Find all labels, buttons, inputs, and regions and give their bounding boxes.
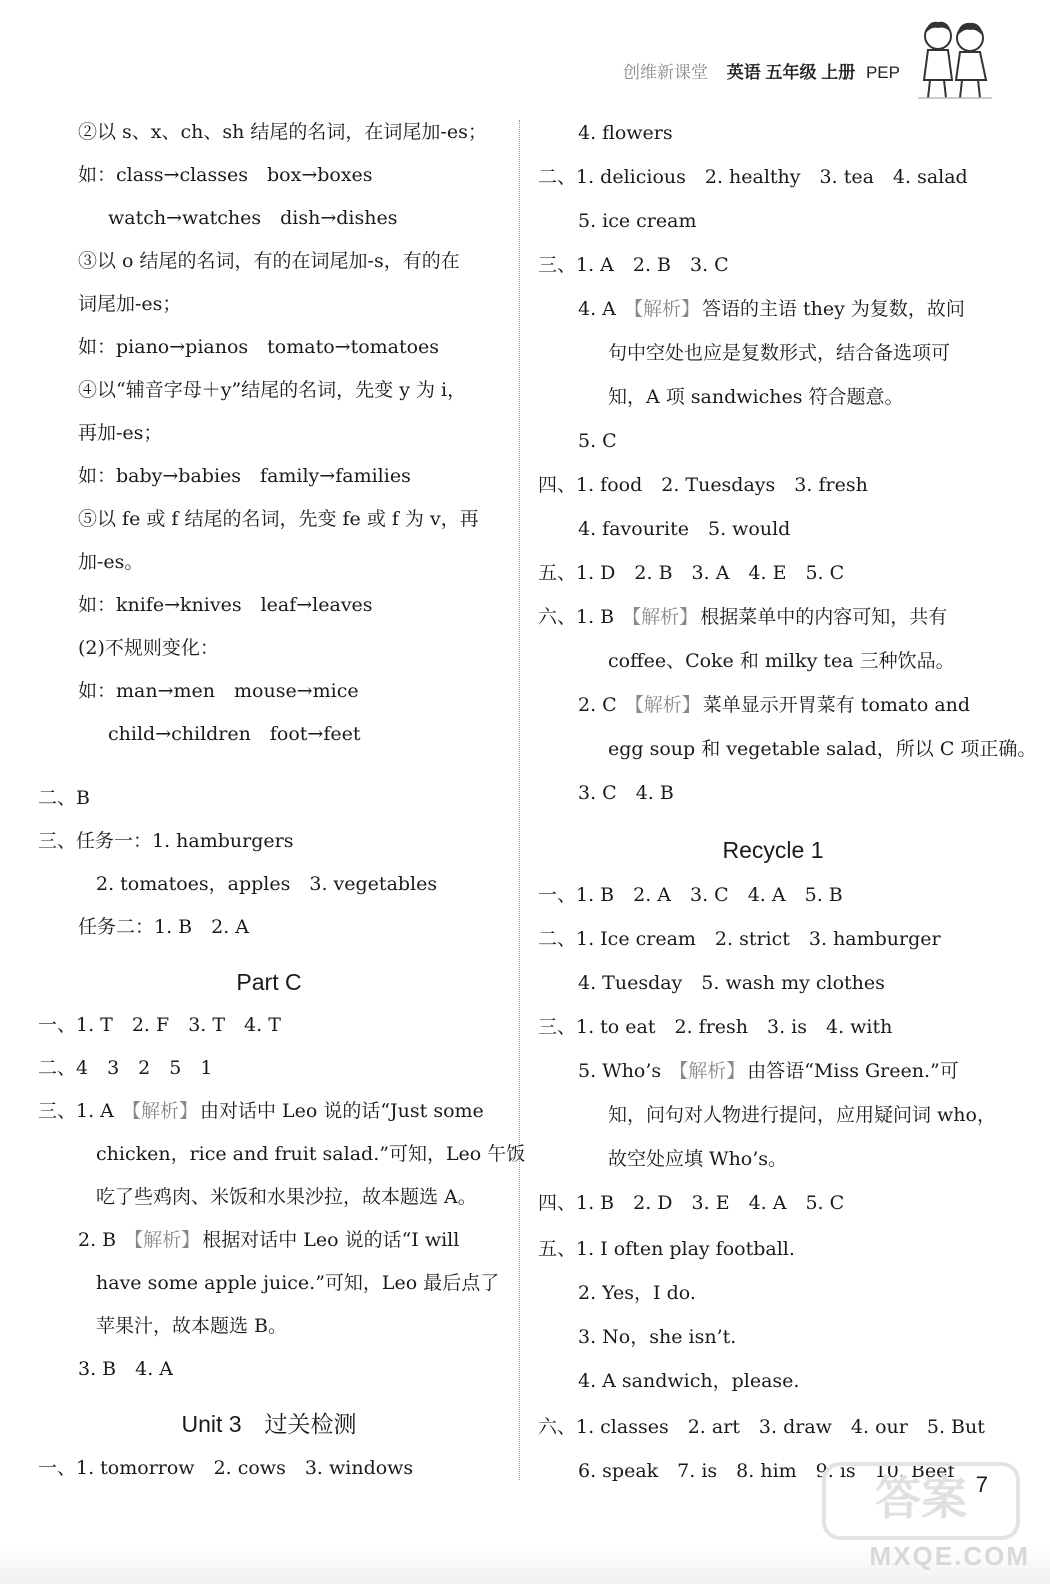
answer-text: 5. ice cream bbox=[578, 210, 697, 232]
answer-line bbox=[96, 1311, 287, 1341]
answer-line bbox=[78, 332, 439, 362]
answer-line bbox=[578, 968, 885, 998]
answer-line bbox=[578, 1056, 959, 1086]
explanation-tag: 【解析】 bbox=[623, 298, 700, 320]
answer-text: 2. C bbox=[578, 694, 623, 716]
answer-text: 4. favourite 5. would bbox=[578, 518, 791, 540]
answer-text: chicken，rice and fruit salad.”可知，Leo 午饭 bbox=[96, 1143, 526, 1165]
answer-text: 5. Who’s bbox=[578, 1060, 668, 1082]
edition: PEP bbox=[865, 63, 900, 82]
answer-text: 6. speak 7. is 8. him 9. is 10. Beef bbox=[578, 1460, 955, 1482]
answer-line bbox=[608, 338, 950, 368]
answer-line bbox=[578, 1366, 799, 1396]
answer-text: 3. No，she isn’t. bbox=[578, 1326, 737, 1348]
answer-text: 知，A 项 sandwiches 符合题意。 bbox=[608, 386, 904, 408]
answer-line bbox=[538, 1234, 795, 1264]
answer-line bbox=[608, 646, 955, 676]
answer-line bbox=[38, 826, 293, 856]
answer-line bbox=[78, 117, 487, 147]
answer-line bbox=[78, 1225, 459, 1255]
answer-text: egg soup 和 vegetable salad，所以 C 项正确。 bbox=[608, 738, 1037, 760]
answer-text: 二、4 3 2 5 1 bbox=[38, 1057, 213, 1079]
explanation-text: 答语的主语 they 为复数，故问 bbox=[701, 298, 965, 320]
answer-line bbox=[96, 869, 437, 899]
section-heading: Recycle 1 bbox=[722, 837, 824, 863]
answer-text: 4. Tuesday 5. wash my clothes bbox=[578, 972, 885, 994]
answer-text: 知，问句对人物进行提问，应用疑问词 who， bbox=[608, 1104, 996, 1126]
answer-line bbox=[538, 602, 947, 632]
answer-text: 3. C 4. B bbox=[578, 782, 674, 804]
answer-line bbox=[78, 633, 219, 663]
answer-text: 吃了些鸡肉、米饭和水果沙拉，故本题选 A。 bbox=[96, 1186, 477, 1208]
answer-text: 3. B 4. A bbox=[78, 1358, 174, 1380]
answer-text: 四、1. B 2. D 3. E 4. A 5. C bbox=[538, 1192, 845, 1214]
answer-text: 加-es。 bbox=[78, 551, 144, 573]
answer-line bbox=[578, 1278, 696, 1308]
answer-text: 一、1. tomorrow 2. cows 3. windows bbox=[38, 1457, 414, 1479]
explanation-text: 由答语“Miss Green.”可 bbox=[747, 1060, 959, 1082]
explanation-tag: 【解析】 bbox=[622, 606, 699, 628]
answer-line bbox=[578, 206, 696, 236]
answer-text: 三、1. to eat 2. fresh 3. is 4. with bbox=[538, 1016, 893, 1038]
explanation-tag: 【解析】 bbox=[124, 1229, 201, 1251]
answer-line bbox=[78, 676, 359, 706]
answer-line bbox=[78, 461, 411, 491]
answer-text: ②以 s、x、ch、sh 结尾的名词，在词尾加-es； bbox=[78, 121, 487, 143]
answer-text: coffee、Coke 和 milky tea 三种饮品。 bbox=[608, 650, 955, 672]
explanation-text: 根据对话中 Leo 说的话“I will bbox=[202, 1229, 460, 1251]
answer-text: 二、1. delicious 2. healthy 3. tea 4. salad bbox=[538, 166, 968, 188]
explanation-tag: 【解析】 bbox=[669, 1060, 746, 1082]
explanation-text: 根据菜单中的内容可知，共有 bbox=[700, 606, 948, 628]
term: 上册 bbox=[821, 63, 856, 82]
answer-line bbox=[78, 418, 162, 448]
answer-line bbox=[38, 783, 90, 813]
column-divider bbox=[519, 120, 520, 1480]
answer-line bbox=[38, 1096, 484, 1126]
answer-text: 故空处应填 Who’s。 bbox=[608, 1148, 788, 1170]
answer-line bbox=[38, 1053, 212, 1083]
answer-text: 二、1. Ice cream 2. strict 3. hamburger bbox=[538, 928, 941, 950]
answer-line bbox=[608, 1100, 996, 1130]
answer-line bbox=[78, 289, 181, 319]
answer-line bbox=[608, 734, 1036, 764]
answer-line bbox=[96, 1268, 499, 1298]
section-heading: Part C bbox=[236, 969, 302, 995]
answer-line bbox=[78, 246, 460, 276]
answer-line bbox=[538, 880, 843, 910]
answer-line bbox=[538, 1188, 844, 1218]
answer-line bbox=[78, 547, 143, 577]
answer-line bbox=[578, 778, 674, 808]
page-header bbox=[623, 58, 900, 83]
answer-line bbox=[78, 160, 373, 190]
answer-text: 三、1. A 2. B 3. C bbox=[538, 254, 729, 276]
answer-text: 一、1. B 2. A 3. C 4. A 5. B bbox=[538, 884, 843, 906]
grade: 五年级 bbox=[765, 63, 817, 82]
answer-text: 4. A bbox=[578, 298, 622, 320]
explanation-tag: 【解析】 bbox=[121, 1100, 198, 1122]
answer-line bbox=[538, 250, 729, 280]
answer-text: 苹果汁，故本题选 B。 bbox=[96, 1315, 288, 1337]
answer-line bbox=[96, 1182, 477, 1212]
answer-line bbox=[538, 924, 941, 954]
answer-text: 二、B bbox=[38, 787, 90, 809]
answer-text: 词尾加-es； bbox=[78, 293, 182, 315]
answer-line bbox=[608, 1144, 787, 1174]
answer-line bbox=[578, 1322, 736, 1352]
watermark-text: MXQE.COM bbox=[869, 1541, 1030, 1571]
answer-line bbox=[608, 382, 904, 412]
explanation-tag: 【解析】 bbox=[624, 694, 701, 716]
watermark-logo: 答案 bbox=[822, 1462, 1020, 1540]
answer-text: 五、1. D 2. B 3. A 4. E 5. C bbox=[538, 562, 845, 584]
answer-line bbox=[578, 426, 617, 456]
answer-text: 2. B bbox=[78, 1229, 123, 1251]
answer-line bbox=[38, 1453, 413, 1483]
answer-text: 五、1. I often play football. bbox=[538, 1238, 795, 1260]
answer-line bbox=[78, 1354, 173, 1384]
answer-text: ④以“辅音字母＋y”结尾的名词，先变 y 为 i， bbox=[78, 379, 467, 401]
answer-text: 再加-es； bbox=[78, 422, 163, 444]
answer-text: 如：class→classes box→boxes bbox=[78, 164, 373, 186]
answer-text: 4. A sandwich，please. bbox=[578, 1370, 800, 1392]
answer-text: 六、1. classes 2. art 3. draw 4. our 5. But bbox=[538, 1416, 985, 1438]
answer-text: watch→watches dish→dishes bbox=[108, 207, 398, 229]
answer-text: 如：baby→babies family→families bbox=[78, 465, 411, 487]
answer-line bbox=[578, 294, 965, 324]
answer-line bbox=[38, 1010, 281, 1040]
answer-text: 2. tomatoes，apples 3. vegetables bbox=[96, 873, 438, 895]
answer-line bbox=[78, 912, 249, 942]
section-heading: Unit 3 过关检测 bbox=[181, 1411, 357, 1437]
answer-text: ③以 o 结尾的名词，有的在词尾加-s，有的在 bbox=[78, 250, 460, 272]
answer-text: 如：piano→pianos tomato→tomatoes bbox=[78, 336, 440, 358]
answer-line bbox=[538, 162, 968, 192]
answer-line bbox=[78, 590, 373, 620]
answer-line bbox=[538, 1412, 985, 1442]
answer-text: 六、1. B bbox=[538, 606, 621, 628]
answer-line bbox=[78, 375, 466, 405]
answer-line bbox=[538, 470, 868, 500]
brand-name: 创维新课堂 bbox=[623, 63, 709, 82]
answer-text: 如：man→men mouse→mice bbox=[78, 680, 359, 702]
answer-text: 三、1. A bbox=[38, 1100, 120, 1122]
answer-line bbox=[538, 1012, 892, 1042]
answer-line bbox=[538, 558, 844, 588]
answer-line bbox=[108, 719, 361, 749]
answer-text: have some apple juice.”可知，Leo 最后点了 bbox=[96, 1272, 500, 1294]
answer-text: 2. Yes，I do. bbox=[578, 1282, 696, 1304]
answer-text: 句中空处也应是复数形式，结合备选项可 bbox=[608, 342, 951, 364]
page-number: 7 bbox=[975, 1472, 988, 1497]
explanation-text: 菜单显示开胃菜有 tomato and bbox=[702, 694, 971, 716]
answer-text: (2)不规则变化： bbox=[78, 637, 219, 659]
answer-line bbox=[78, 504, 479, 534]
answer-text: 4. flowers bbox=[578, 122, 673, 144]
answer-line bbox=[108, 203, 398, 233]
answer-line bbox=[578, 690, 970, 720]
answer-text: child→children foot→feet bbox=[108, 723, 361, 745]
answer-text: 如：knife→knives leaf→leaves bbox=[78, 594, 373, 616]
answer-text: 三、任务一：1. hamburgers bbox=[38, 830, 294, 852]
kids-illustration-icon bbox=[914, 14, 994, 100]
answer-line bbox=[578, 118, 673, 148]
explanation-text: 由对话中 Leo 说的话“Just some bbox=[199, 1100, 484, 1122]
answer-text: ⑤以 fe 或 f 结尾的名词，先变 fe 或 f 为 v，再 bbox=[78, 508, 479, 530]
answer-text: 任务二：1. B 2. A bbox=[78, 916, 250, 938]
subject: 英语 bbox=[726, 63, 761, 82]
answer-line bbox=[578, 514, 790, 544]
answer-text: 一、1. T 2. F 3. T 4. T bbox=[38, 1014, 281, 1036]
answer-line bbox=[96, 1139, 525, 1169]
answer-text: 四、1. food 2. Tuesdays 3. fresh bbox=[538, 474, 868, 496]
answer-text: 5. C bbox=[578, 430, 617, 452]
